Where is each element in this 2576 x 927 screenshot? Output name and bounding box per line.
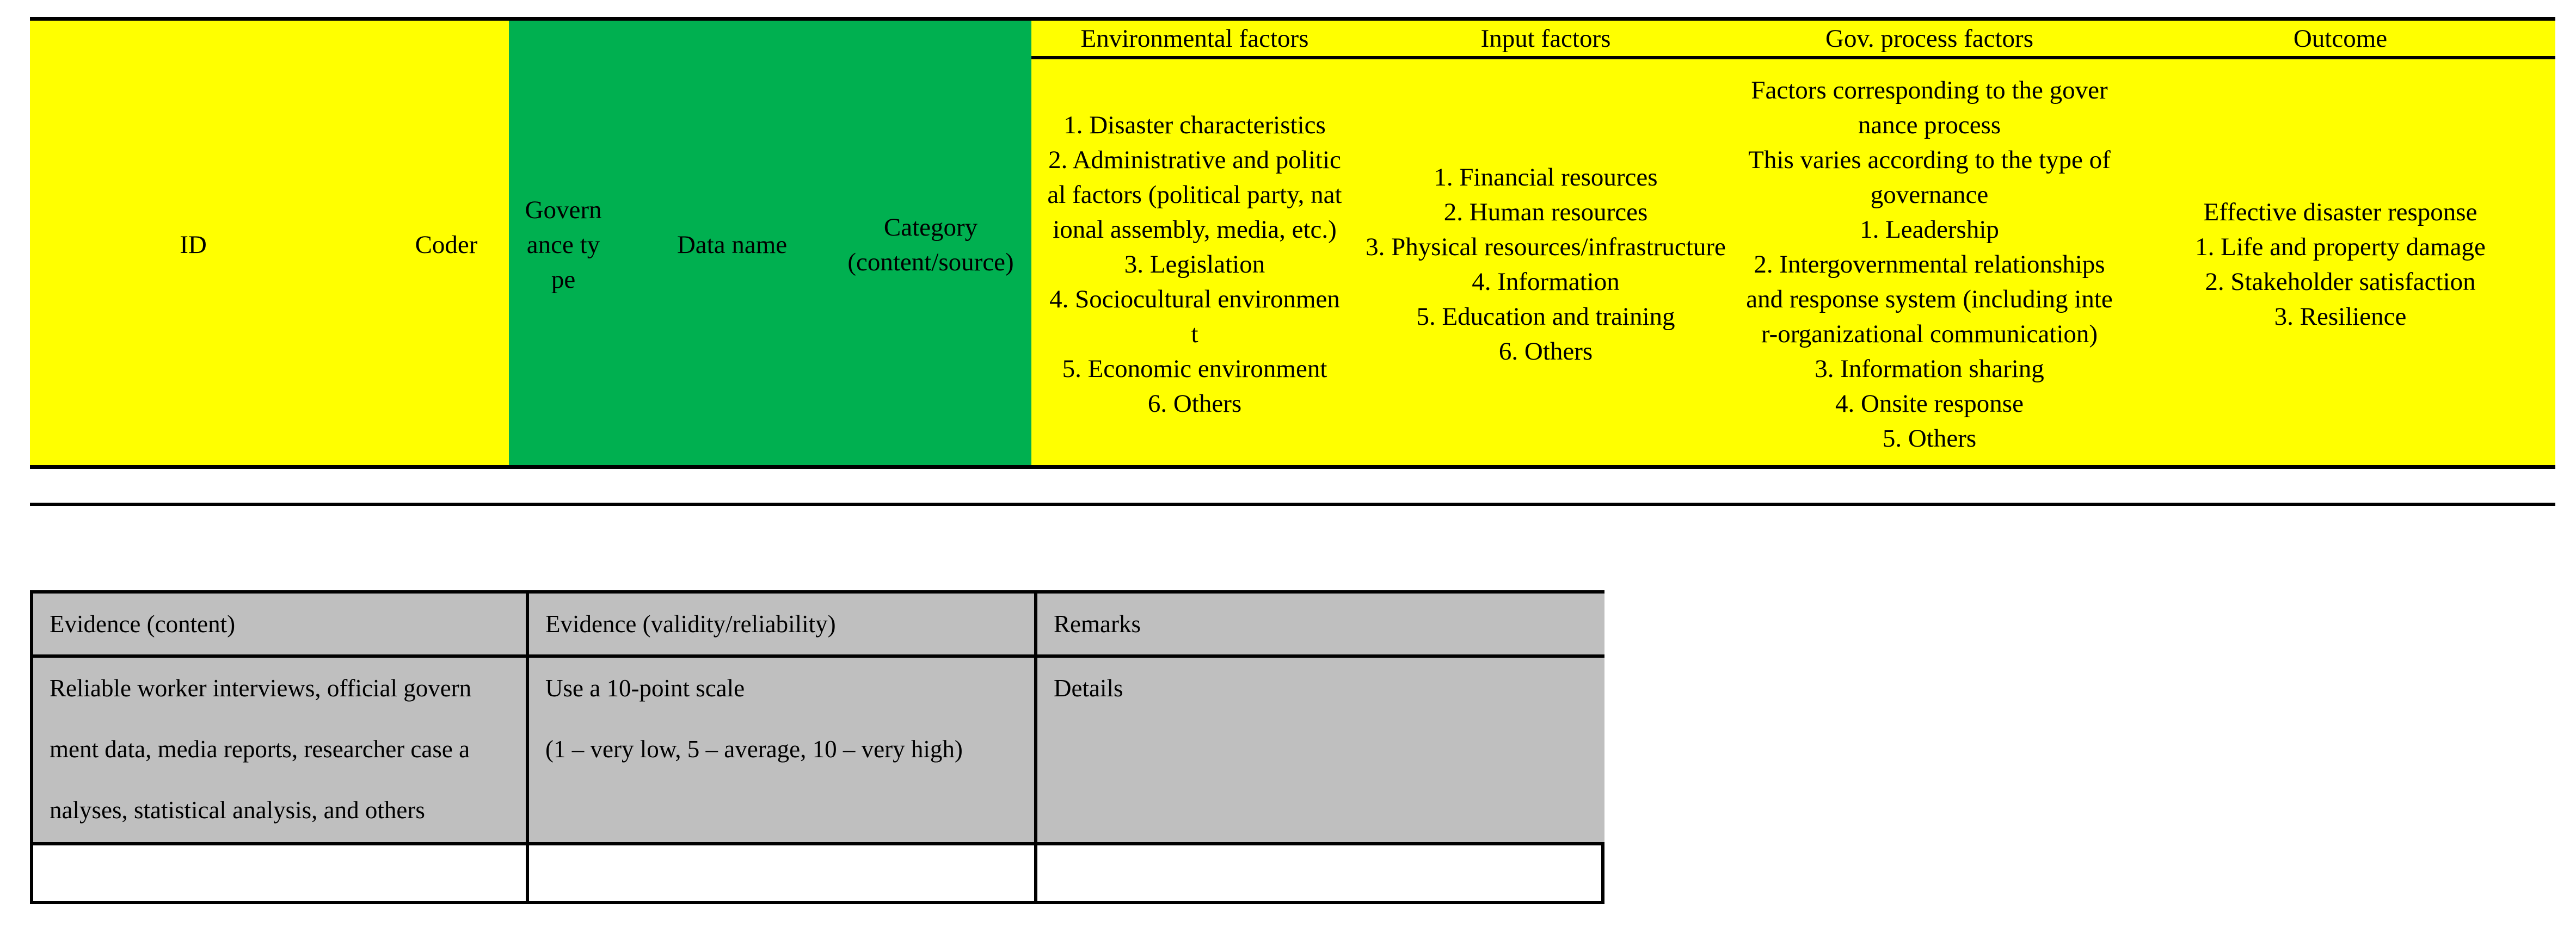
evidence-content-cell [33,658,529,842]
cell-text [33,658,529,841]
list-item: 4. Sociocultural environmen [1049,285,1340,313]
group-title-gov-process: Gov. process factors [1825,24,2033,53]
empty-cell [529,845,1037,901]
cell-text [529,658,1037,780]
list-item: 5. Education and training [1416,302,1675,331]
column-divider [1034,594,1037,901]
input-factors-list [1358,59,1733,469]
list-item: 3. Resilience [2274,302,2407,331]
coding-table [30,17,2555,469]
evidence-validity-header [529,594,1037,654]
gov-process-factors-list [1733,59,2125,469]
remarks-cell [1037,658,1604,842]
group-title-environmental: Environmental factors [1080,24,1309,53]
horizontal-rule [30,503,2555,506]
list-item: 5. Others [1882,424,1977,453]
header-category [830,21,1031,469]
header-data-name: Data name [677,231,788,259]
row-divider [33,842,1601,845]
list-item: 1. Disaster characteristics [1063,110,1326,139]
list-item: 2. Administrative and politic [1048,145,1341,174]
header-label: Evidence (content) [50,610,236,638]
governance-type-line: ance ty [526,231,600,259]
list-item: 1. Life and property damage [2195,232,2486,261]
remarks-header [1037,594,1604,654]
list-item: 6. Others [1147,389,1242,418]
list-item: Effective disaster response [2203,197,2477,226]
governance-type-line: Govern [525,196,602,224]
list-item: 3. Physical resources/infrastructure [1366,232,1726,261]
list-item: 4. Onsite response [1835,389,2024,418]
list-item: al factors (political party, nat [1047,180,1342,209]
evidence-content-header [33,594,529,654]
header-label: Remarks [1054,610,1141,638]
list-item: r-organizational communication) [1761,319,2098,348]
empty-cell [33,845,529,901]
cell-text [1037,658,1604,719]
category-line: (content/source) [847,248,1014,276]
outcome-list [2125,59,2555,469]
text-line: Use a 10-point scale [545,675,745,702]
row-divider [33,654,1601,658]
list-item: 4. Information [1472,267,1620,296]
text-line: Reliable worker interviews, official govern [50,675,472,702]
list-item: 1. Leadership [1860,215,1999,244]
category-line: Category [883,213,978,242]
header-coder: Coder [415,231,478,259]
group-title-outcome: Outcome [2293,24,2388,53]
evidence-table [30,590,1604,904]
environmental-factors-list [1031,59,1358,469]
list-item: t [1191,319,1198,348]
list-item: nance process [1858,110,2001,139]
governance-type-line: pe [551,265,576,294]
list-item: 6. Others [1498,337,1593,366]
group-title-input: Input factors [1480,24,1611,53]
evidence-validity-cell [529,658,1037,842]
list-item: 5. Economic environment [1062,354,1327,383]
list-item: 1. Financial resources [1434,163,1658,191]
header-id: ID [180,231,207,259]
list-item: 2. Intergovernmental relationships [1754,250,2105,279]
list-item: 2. Stakeholder satisfaction [2205,267,2476,296]
text-line: Details [1054,675,1123,702]
header-governance-type [520,21,607,469]
list-item: 3. Legislation [1124,250,1265,279]
list-item: 3. Information sharing [1815,354,2044,383]
column-divider [526,594,529,901]
list-item: This varies according to the type of [1748,145,2111,174]
list-item: governance [1870,180,1989,209]
list-item: and response system (including inte [1746,285,2113,313]
list-item: ional assembly, media, etc.) [1053,215,1337,244]
text-line: (1 – very low, 5 – average, 10 – very high) [545,736,963,763]
empty-cell [1037,845,1604,901]
text-line: ment data, media reports, researcher case a [50,736,470,763]
list-item: Factors corresponding to the gover [1751,76,2108,104]
header-label: Evidence (validity/reliability) [545,610,836,638]
text-line: nalyses, statistical analysis, and others [50,796,425,824]
list-item: 2. Human resources [1443,197,1648,226]
